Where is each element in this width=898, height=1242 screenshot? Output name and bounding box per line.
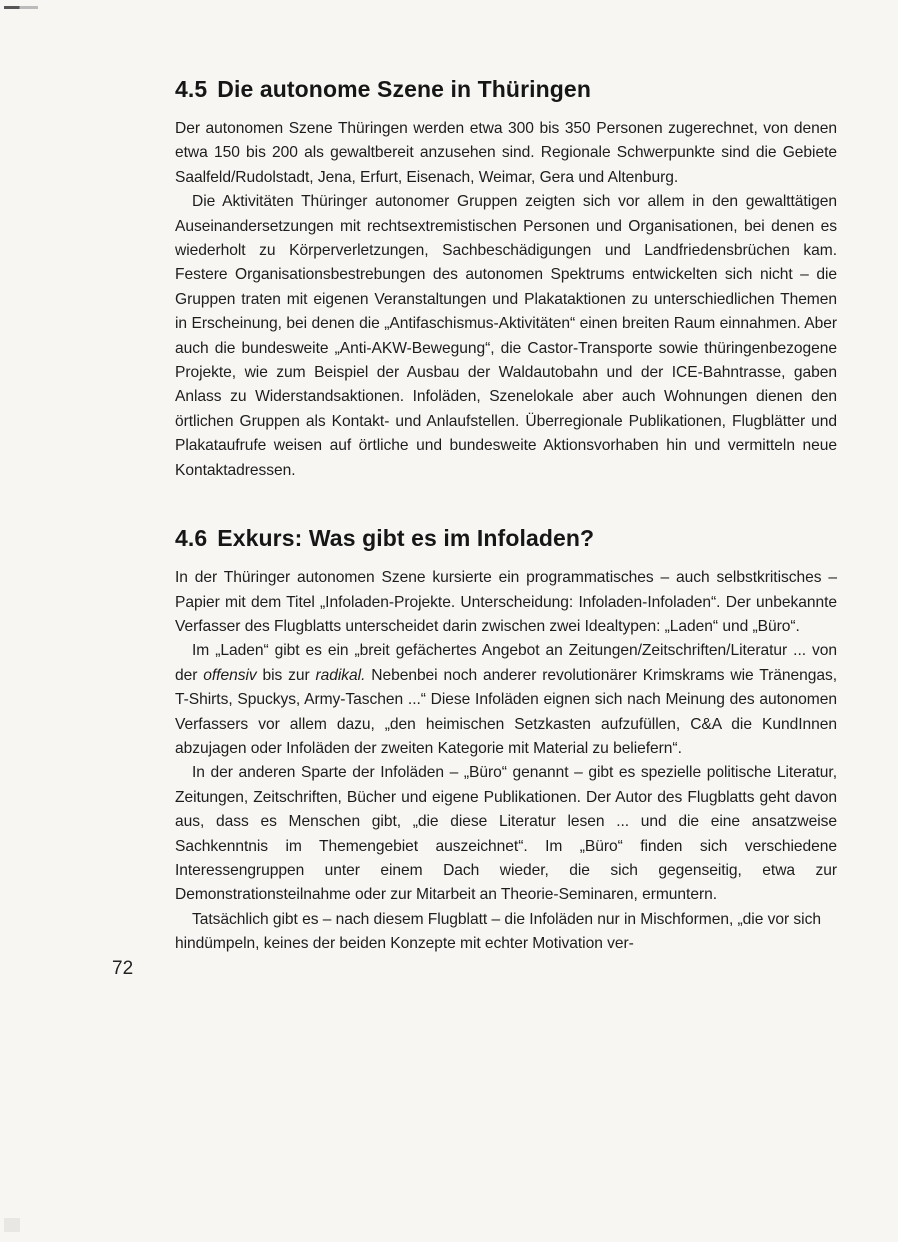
paragraph: Der autonomen Szene Thüringen werden etwa 300 bis 350 Personen zugerechnet, von denen etwa 150 bis 200 als gewaltbereit anzusehen sind. Regionale Schwerpunkte sind die Gebiete Saalfeld/Rudolstadt, Jena, Erfurt, Eisenach, Weimar, Gera und Altenburg.	[175, 120, 837, 186]
scan-mark	[4, 1218, 20, 1232]
section-number: 4.6	[175, 525, 208, 552]
section-4-5	[175, 76, 837, 483]
paragraph: Tatsächlich gibt es – nach diesem Flugblatt – die Infoläden nur in Mischformen, „die vor sich hindümpeln, keines der beiden Konzepte mit echter Motivation ver-	[175, 910, 821, 953]
text-run: Im „Laden“ gibt es ein „breit gefächertes Angebot an Zeitungen/Zeitschriften/Literatur ... von der	[175, 642, 837, 684]
text-run: bis zur	[256, 666, 316, 684]
paragraph: In der Thüringer autonomen Szene kursierte ein programmatisches – auch selbstkritisches – Papier mit dem Titel „Infoladen-Projekte. Unterscheidung: Infoladen-Infoladen“. Der unbekannte Verfasser des Flugblatts unterscheidet darin zwischen zwei Idealtypen: „Laden“ und „Büro“.	[175, 569, 837, 635]
section-title: Exkurs: Was gibt es im Infoladen?	[217, 525, 595, 552]
page-content	[175, 76, 837, 999]
emphasis: radikal.	[315, 666, 366, 684]
page-number: 72	[112, 958, 134, 979]
section-title: Die autonome Szene in Thüringen	[217, 76, 591, 102]
section-heading	[175, 525, 837, 552]
emphasis: offensiv	[203, 666, 257, 684]
section-heading	[175, 76, 837, 103]
paragraph	[175, 639, 837, 761]
paragraph: Die Aktivitäten Thüringer autonomer Gruppen zeigten sich vor allem in den gewalttätigen Auseinandersetzungen mit rechtsextremistischen Personen und Organisationen, bei denen es wiederholt zu Körperverletzungen, Sachbeschädigungen und Landfriedensbrüchen kam. Festere Organisationsbestrebungen des autonomen Spektrums entwickelten sich nicht – die Gruppen traten mit eigenen Veranstaltungen und Plakataktionen zu unterschiedlichen Themen in Erscheinung, bei denen die „Antifaschismus-Aktivitäten“ einen breiten Raum einnahmen. Aber auch die bundesweite „Anti-AKW-Bewegung“, die Castor-Transporte sowie thüringenbezogene Projekte, wie zum Beispiel der Ausbau der Waldautobahn und der ICE-Bahntrasse, gaben Anlass zu Widerstandsaktionen. Infoläden, Szenelokale aber auch Wohnungen dienen den örtlichen Gruppen als Kontakt- und Anlaufstellen. Überregionale Publikationen, Flugblätter und Plakataufrufe weisen auf örtliche und bundesweite Aktionsvorhaben hin und vermitteln neue Kontaktadressen.	[175, 193, 837, 479]
section-number: 4.5	[175, 76, 208, 102]
paragraph: In der anderen Sparte der Infoläden – „Büro“ genannt – gibt es spezielle politische Literatur, Zeitungen, Zeitschriften, Bücher und eigene Publikationen. Der Autor des Flugblatts geht davon aus, dass es Menschen gibt, „die diese Literatur lesen ... und die eine ansatzweise Sachkenntnis im Themengebiet auszeichnet“. Im „Büro“ finden sich verschiedene Interessengruppen unter einem Dach wieder, die sich gegenseitig, etwa zur Demonstrationsteilnahme oder zur Mitarbeit an Theorie-Seminaren, ermuntern.	[175, 764, 837, 904]
text-run: Nebenbei noch anderer revolutionärer Krimskrams wie Tränengas, T-Shirts, Spuckys, Army-Taschen ...“ Diese Infoläden eignen sich nach Meinung des autonomen Verfassers vor allem dazu, „den heimischen Setzkasten aufzufüllen, C&A die KundInnen abzujagen oder Infoläden der zweiten Kategorie mit Material zu beliefern“.	[175, 666, 838, 757]
section-4-6	[175, 525, 837, 957]
scan-mark	[4, 6, 38, 9]
